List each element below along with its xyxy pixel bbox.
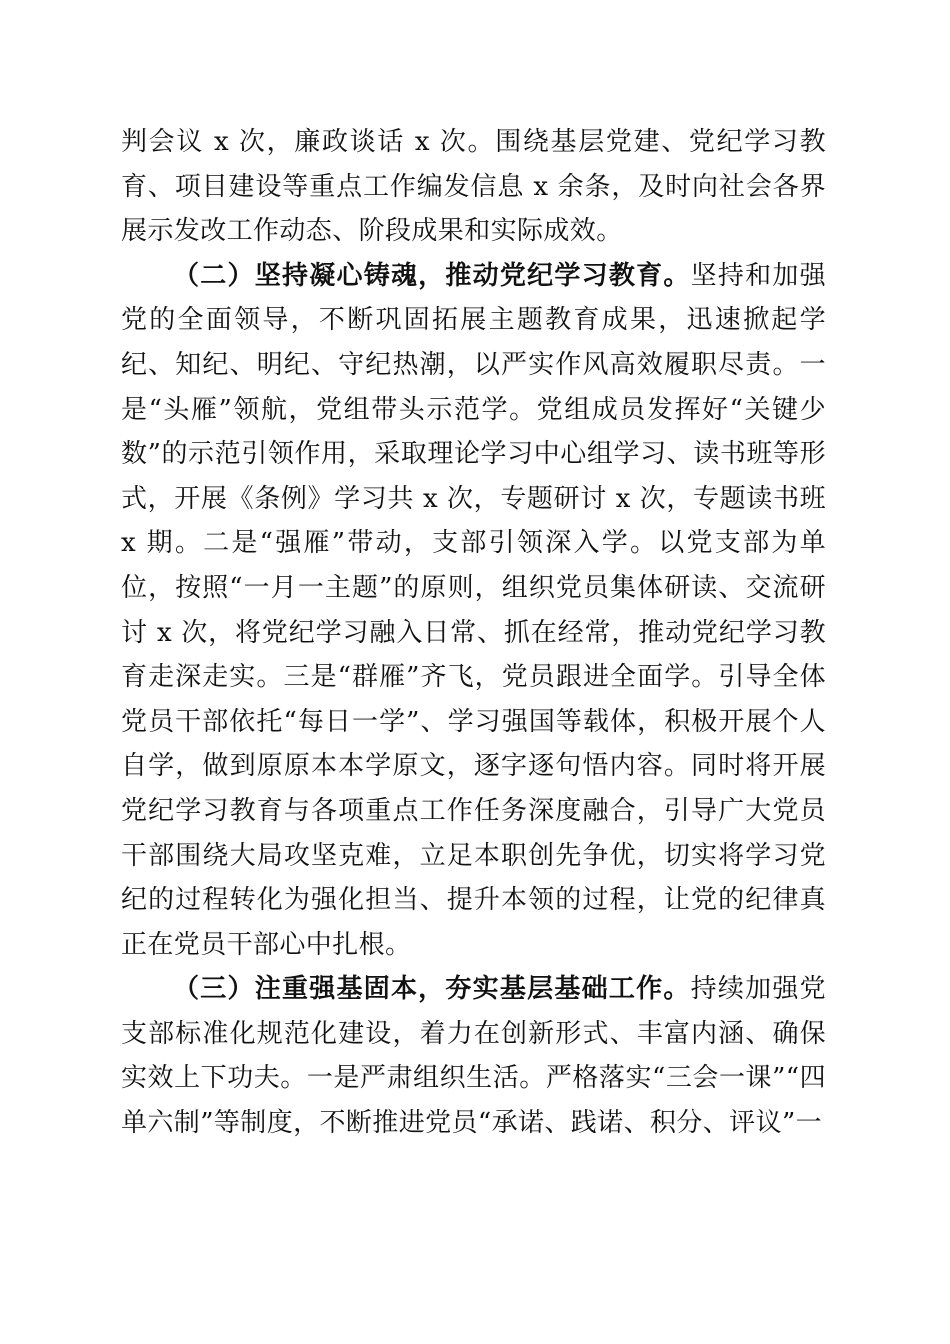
paragraph-text: 坚持和加强党的全面领导，不断巩固拓展主题教育成果，迅速掀起学纪、知纪、明纪、守纪热潮，以严实作风高效履职尽责。一是“头雁”领航，党组带头示范学。党组成员发挥好“关键少数”的示范引领作用，采取理论学习中心组学习、读书班等形式，开展《条例》学习共 x 次，专题研讨 x 次，专题读书班 x 期。二是“强雁”带动，支部引领深入学。以党支部为单位，按照“一月一主题”的原则，组织党员集体研读、交流研讨 x 次，将党纪学习融入日常、抓在经常，推动党纪学习教育走深走实。三是“群雁”齐飞，党员跟进全面学。引导全体党员干部依托“每日一学”、学习强国等载体，积极开展个人自学，做到原原本本学原文，逐字逐句悟内容。同时将开展党纪学习教育与各项重点工作任务深度融合，引导广大党员干部围绕大局攻坚克难，立足本职创先争优，切实将学习党纪的过程转化为强化担当、提升本领的过程，让党的纪律真正在党员干部心中扎根。 bbox=[121, 260, 826, 960]
paragraph-section-2 bbox=[121, 254, 826, 968]
section-heading-2: （二）坚持凝心铸魂，推动党纪学习教育。 bbox=[173, 260, 691, 291]
paragraph-section-3 bbox=[121, 967, 826, 1145]
paragraph-continuation bbox=[121, 120, 826, 254]
document-body bbox=[121, 120, 826, 1146]
section-heading-3: （三）注重强基固本，夯实基层基础工作。 bbox=[173, 974, 691, 1005]
paragraph-text: 判会议 x 次，廉政谈话 x 次。围绕基层党建、党纪学习教育、项目建设等重点工作编发信息 x 余条，及时向社会各界展示发改工作动态、阶段成果和实际成效。 bbox=[121, 127, 826, 247]
paragraph-text: 持续加强党支部标准化规范化建设，着力在创新形式、丰富内涵、确保实效上下功夫。一是严肃组织生活。严格落实“三会一课”“四单六制”等制度，不断推进党员“承诺、践诺、积分、评议”一 bbox=[121, 974, 826, 1139]
